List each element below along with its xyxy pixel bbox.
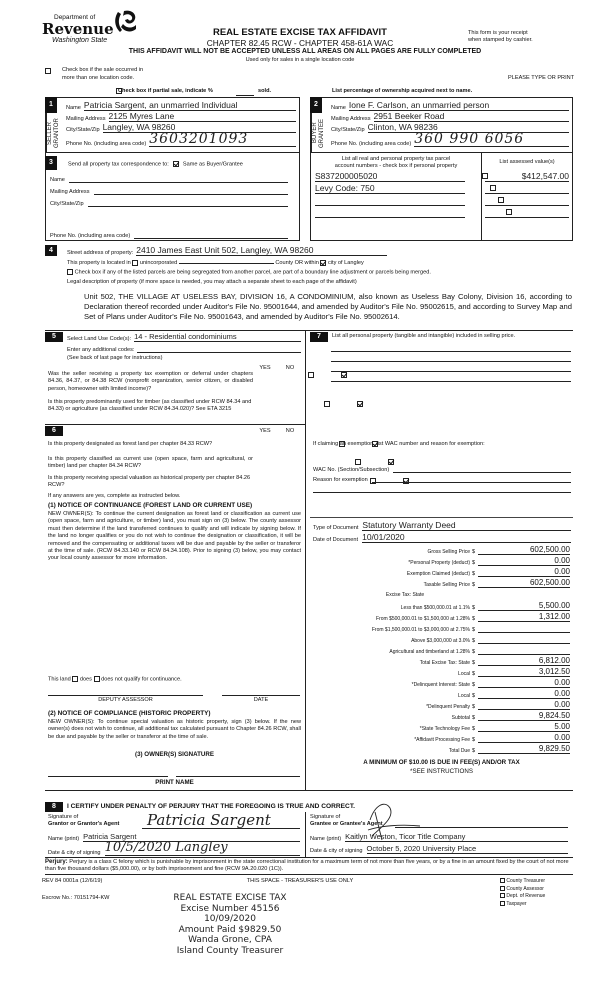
notice-continuance-title: (1) NOTICE OF CONTINUANCE (FOREST LAND OR CURRENT USE) xyxy=(48,502,253,509)
reason-row xyxy=(313,473,571,483)
location-row xyxy=(67,258,517,266)
section-3-number: 3 xyxy=(45,156,57,170)
tier2-row: From $500,000.01 to $1,500,000 at 1.28% $ 1,312.00 xyxy=(310,611,570,622)
additional-codes-field[interactable] xyxy=(137,345,301,353)
copy-checkbox[interactable] xyxy=(500,893,505,898)
legal-description-label: Legal description of property (if more space is needed, you may attach a separate sheet to each page of the affidavit) xyxy=(67,279,357,285)
taxable-selling-price-field[interactable]: 602,500.00 xyxy=(478,578,570,588)
assessed-value-4[interactable] xyxy=(485,207,569,218)
seller-name-label: Name xyxy=(66,105,81,111)
doc-type-label: Type of Document xyxy=(313,525,359,531)
parcel-account-3[interactable] xyxy=(315,195,465,206)
wac-label: WAC No. (Section/Subsection) xyxy=(313,467,390,473)
s6-q1-text: Is this property designated as forest land per chapter 84.33 RCW? xyxy=(48,441,213,447)
copy-label: Taxpayer xyxy=(506,900,527,907)
tier1-row: Less than $500,000.01 at 1.1% $ 5,500.00 xyxy=(310,600,570,611)
technology-fee-field[interactable]: 5.00 xyxy=(478,722,570,732)
gross-selling-price-field[interactable]: 602,500.00 xyxy=(478,545,570,555)
seller-address-field[interactable]: 2125 Myres Lane xyxy=(109,111,297,122)
does-not-qualify-checkbox[interactable] xyxy=(94,676,100,682)
total-excise-state-row: Total Excise Tax: State $ 6,812.00 xyxy=(310,655,570,666)
parcel-account-1[interactable]: S837200005020 xyxy=(315,171,465,182)
doc-date-label: Date of Document xyxy=(313,537,359,543)
grantee-date-row xyxy=(310,843,568,854)
buyer-city-label: City/State/Zip xyxy=(331,127,365,133)
grantor-date-label: Date & city of signing xyxy=(48,850,101,856)
exemption-claimed-field[interactable]: 0.00 xyxy=(478,567,570,577)
corr-city-row xyxy=(50,197,288,207)
assessed-value-3[interactable] xyxy=(485,195,569,206)
additional-codes-row xyxy=(67,343,301,353)
does-qualify-checkbox[interactable] xyxy=(72,676,78,682)
processing-fee-field[interactable]: 0.00 xyxy=(478,733,570,743)
copy-label: County Treasurer xyxy=(506,878,546,884)
if-yes-note: If any answers are yes, complete as instructed below. xyxy=(48,493,181,499)
qualify-label-3: does not qualify for continuance. xyxy=(101,676,182,683)
subtotal-row: Subtotal $ 9,824.50 xyxy=(310,710,570,721)
segregated-row xyxy=(67,269,567,275)
seller-address-label: Mailing Address xyxy=(66,116,106,122)
notice-continuance-text: NEW OWNER(S): To continue the current designation as forest land or classification as current use (open space, farm and agriculture, or timber) land, you must sign on (3) below. The county assessor must then determine if the land transferred continues to qualify and will indicate by signing below. If the land no longer qualifies or you do not wish to continue the designation or classification, it will be removed and the compensating or additional taxes will be due and payable by the seller or transferor at the time of sale. (RCW 84.33.140 or RCW 84.34.108). Prior to signing (3) below, you may contact your local county assessor for more information. xyxy=(48,511,301,562)
s5-q1-yes-checkbox[interactable] xyxy=(308,372,314,378)
ag-timber-row: Agricultural and timberland at 1.28% $ xyxy=(310,644,570,655)
calc-label: *Delinquent Interest: State xyxy=(411,682,470,688)
buyer-name-field[interactable]: Ione F. Carlson, an unmarried person xyxy=(349,100,569,111)
single-location-note: Used only for sales in a single location code xyxy=(245,57,355,63)
same-as-buyer-label: Same as Buyer/Grantee xyxy=(182,161,243,168)
section-6-number: 6 xyxy=(45,426,63,436)
copy-county-treasurer xyxy=(500,878,545,886)
logo-line2: Revenue xyxy=(42,20,114,38)
certification-title: I CERTIFY UNDER PENALTY OF PERJURY THAT THE FOREGOING IS TRUE AND CORRECT. xyxy=(67,803,355,810)
copy-county-assessor xyxy=(500,886,545,894)
dor-swirl-logo-icon xyxy=(112,8,138,34)
buyer-name-row xyxy=(331,100,569,111)
grantor-signature-field[interactable]: Patricia Sargent xyxy=(142,812,300,829)
see-instructions-note: *SEE INSTRUCTIONS xyxy=(410,768,473,775)
grantor-date-field[interactable]: 10/5/2020 Langley xyxy=(105,841,300,856)
delinquent-interest-state-row: *Delinquent Interest: State $ 0.00 xyxy=(310,677,570,688)
certification-divider xyxy=(305,812,306,858)
personal-property-label: List all personal property (tangible and intangible) included in selling price. xyxy=(332,333,516,339)
calc-label: Total Excise Tax: State xyxy=(419,660,470,666)
form-revision: REV 84 0001a (12/6/19) xyxy=(42,878,103,884)
calc-label: Local xyxy=(458,671,470,677)
deputy-assessor-label: DEPUTY ASSESSOR xyxy=(98,697,153,703)
buyer-name-label: Name xyxy=(331,105,346,111)
section-2-number: 2 xyxy=(310,97,322,113)
grantee-name-field[interactable]: Kaitlyn Weston, Ticor Title Company xyxy=(345,832,568,842)
exemption-label: If claiming an exemption, list WAC number and reason for exemption: xyxy=(313,441,485,447)
copy-distribution xyxy=(500,878,545,908)
parcel-account-4[interactable] xyxy=(315,207,465,218)
personal-property-deduct-field[interactable]: 0.00 xyxy=(478,556,570,566)
form-subtitle: CHAPTER 82.45 RCW - CHAPTER 458-61A WAC xyxy=(206,38,394,48)
buyer-address-label: Mailing Address xyxy=(331,116,371,122)
parcel-account-2[interactable]: Levy Code: 750 xyxy=(315,183,465,194)
reason-line-2[interactable] xyxy=(313,492,571,493)
located-in-label: This property is located in xyxy=(67,260,131,266)
street-address-field[interactable]: 2410 James East Unit 502, Langley, WA 98260 xyxy=(136,245,387,256)
escrow-number: Escrow No.: 70151794-KW xyxy=(42,895,110,901)
assessor-date-label: DATE xyxy=(253,697,269,703)
perjury-notice xyxy=(45,857,573,873)
grantor-date-row xyxy=(48,842,300,856)
perjury-text: Perjury is a class C felony which is punishable by imprisonment in the state correctional institution for a maximum term of not more than five years, or by a fine in an amount fixed by the court of not more than five thousand dollars ($5,000.00), or by both imprisonment and fine (RCW 9A.20.020 (1C)). xyxy=(45,859,569,873)
wac-row xyxy=(313,463,571,473)
land-use-field[interactable]: 14 - Residential condominiums xyxy=(134,332,301,342)
assessed-value-1[interactable]: $412,547.00 xyxy=(485,171,569,182)
corr-city-field[interactable] xyxy=(88,199,288,207)
stamp-line-4: Amount Paid $9829.50 xyxy=(178,924,282,935)
receipt-note-2: when stamped by cashier. xyxy=(468,37,533,43)
stamp-line-2: Excise Number 45156 xyxy=(180,903,280,914)
total-due-row: Total Due $ 9,829.50 xyxy=(310,743,570,754)
assessed-value-2[interactable] xyxy=(485,183,569,194)
minimum-due-note: A MINIMUM OF $10.00 IS DUE IN FEE(S) AND/OR TAX xyxy=(363,759,520,766)
calc-label: *State Technology Fee xyxy=(419,726,470,732)
street-address-row xyxy=(67,245,387,256)
calc-label: Agricultural and timberland at 1.28% xyxy=(389,649,470,655)
s5-q1-text: Was the seller receiving a property tax exemption or deferral under chapters 84.36, 84.37, or 84.38 RCW (nonprofit organization, senior citizen, or disabled person, homeowner with limited income)? xyxy=(48,371,253,392)
correspondence-text: Send all property tax correspondence to: xyxy=(68,161,169,168)
s5-no-header: NO xyxy=(285,365,295,371)
delinquent-interest-state-field[interactable]: 0.00 xyxy=(478,678,570,688)
processing-fee-row: *Affidavit Processing Fee $ 0.00 xyxy=(310,732,570,743)
owner-print-name-field[interactable] xyxy=(176,776,300,777)
section-8-number: 8 xyxy=(45,802,63,812)
buyer-city-field[interactable]: Clinton, WA 98236 xyxy=(368,122,569,133)
calc-label: From $1,500,000.01 to $3,000,000 at 2.75% xyxy=(371,627,470,633)
street-address-label: Street address of property: xyxy=(67,250,134,256)
treasurer-stamp xyxy=(160,893,300,956)
parcels-header-1: List all real and personal property tax parcel xyxy=(341,156,451,162)
grantor-sig-label-1: Signature of xyxy=(48,814,79,820)
delinquent-penalty-row: *Delinquent Penalty $ 0.00 xyxy=(310,699,570,710)
copy-label: Dept. of Revenue xyxy=(506,893,546,900)
segregated-checkbox[interactable] xyxy=(67,269,73,275)
delinquent-interest-local-field[interactable]: 0.00 xyxy=(478,689,570,699)
correspondence-label xyxy=(68,161,243,167)
personal-property-line-3[interactable] xyxy=(331,371,571,372)
multi-location-checkbox[interactable] xyxy=(45,68,51,74)
buyer-phone-label: Phone No. (including area code) xyxy=(331,141,412,147)
notice-compliance-text: NEW OWNER(S): To continue special valuation as historic property, sign (3) below. If the new owner(s) does not wish to continue, all additional tax calculated pursuant to Chapter 84.26 RCW, shall be due and payable by the seller or transferor at the time of sale. xyxy=(48,719,301,740)
section-1-number: 1 xyxy=(45,97,57,113)
exemption-claimed-row: Exemption Claimed (deduct) $ 0.00 xyxy=(310,566,570,577)
tier4-row: Above $3,000,000 at 3.0% $ xyxy=(310,633,570,644)
grantee-sig-label-1: Signature of xyxy=(310,814,341,820)
grantor-label: GRANTOR xyxy=(54,118,60,148)
s6-q2-text: Is this property classified as current use (open space, farm and agricultural, or timber) land per chapter 84.34 RCW? xyxy=(48,456,253,470)
personal-property-line-4[interactable] xyxy=(331,381,571,382)
corr-phone-row xyxy=(50,229,288,239)
delinquent-penalty-field[interactable]: 0.00 xyxy=(478,700,570,710)
unincorporated-label: unincorporated xyxy=(139,260,178,266)
calc-label: *Personal Property (deduct) xyxy=(408,560,470,566)
qualify-label-2: does xyxy=(79,676,92,683)
doc-date-row xyxy=(313,532,571,543)
tier3-row: From $1,500,000.01 to $3,000,000 at 2.75% $ xyxy=(310,622,570,633)
doc-type-top-rule xyxy=(310,517,573,518)
copy-checkbox[interactable] xyxy=(500,878,505,883)
stamp-line-1: REAL ESTATE EXCISE TAX xyxy=(173,893,287,903)
seller-label: SELLER xyxy=(47,121,53,145)
treasurer-space-label: THIS SPACE - TREASURER'S USE ONLY xyxy=(246,878,354,884)
owner-signature-label: (3) OWNER(S) SIGNATURE xyxy=(135,751,214,758)
seller-phone-field[interactable]: 3603201093 xyxy=(149,132,296,147)
copy-checkbox[interactable] xyxy=(500,901,505,906)
reason-field[interactable] xyxy=(372,475,571,483)
corr-name-label: Name xyxy=(50,177,65,183)
seller-city-label: City/State/Zip xyxy=(66,127,100,133)
partial-sale-percent-field[interactable] xyxy=(236,95,254,96)
corr-phone-field[interactable] xyxy=(134,231,288,239)
assessor-date-field[interactable] xyxy=(222,695,300,696)
form-title: REAL ESTATE EXCISE TAX AFFIDAVIT xyxy=(212,27,387,38)
seller-name-field[interactable]: Patricia Sargent, an unmarried Individual xyxy=(84,100,296,111)
buyer-address-row xyxy=(331,111,569,122)
gross-selling-price-row: Gross Selling Price $ 602,500.00 xyxy=(310,544,570,555)
copy-dept-revenue xyxy=(500,893,545,901)
s6-yes-header: YES xyxy=(259,428,271,434)
taxable-selling-price-row: Taxable Selling Price $ 602,500.00 xyxy=(310,577,570,588)
receipt-note-1: This form is your receipt xyxy=(468,30,528,36)
section-6-top-rule xyxy=(45,424,305,425)
multi-location-label-1: Check box if the sale occurred in xyxy=(62,67,144,73)
copy-checkbox[interactable] xyxy=(500,886,505,891)
print-name-label: PRINT NAME xyxy=(155,779,194,786)
buyer-label: BUYER xyxy=(312,122,318,144)
same-as-buyer-checkbox[interactable] xyxy=(173,161,179,167)
total-excise-state-field[interactable]: 6,812.00 xyxy=(478,656,570,666)
grantee-sig-label-2: Grantee or Grantee's Agent xyxy=(310,821,383,827)
grantee-label: GRANTEE xyxy=(319,118,325,148)
personal-property-line-1[interactable] xyxy=(331,351,571,352)
grantee-date-label: Date & city of signing xyxy=(310,848,363,854)
notice-compliance-title: (2) NOTICE OF COMPLIANCE (HISTORIC PROPERTY) xyxy=(48,710,211,717)
calc-label: Subtotal xyxy=(451,715,470,721)
doc-type-row xyxy=(313,520,571,531)
s6-no-header: NO xyxy=(285,428,295,434)
seller-address-row xyxy=(66,111,296,122)
city-of-label: city of Langley xyxy=(327,260,364,266)
corr-address-label: Mailing Address xyxy=(50,189,90,195)
multi-location-label-2: more than one location code. xyxy=(62,75,135,81)
dor-logo xyxy=(42,8,132,48)
total-due-field[interactable]: 9,829.50 xyxy=(478,744,570,754)
county-field[interactable] xyxy=(179,258,274,264)
segregated-label: Check box if any of the listed parcels are being segregated from another parcel, are part of a boundary line adjustment or parcels being merged. xyxy=(74,269,431,276)
buyer-phone-field[interactable]: 360 990 6056 xyxy=(414,132,569,147)
calc-label: Less than $500,000.01 at 1.1% xyxy=(400,605,470,611)
grantor-sig-label-2: Grantor or Grantor's Agent xyxy=(48,821,120,827)
owner-signature-field[interactable] xyxy=(48,776,168,777)
reason-label: Reason for exemption xyxy=(313,477,368,483)
section-8-top-rule xyxy=(45,790,573,791)
calc-label: Gross Selling Price xyxy=(427,549,470,555)
wac-field[interactable] xyxy=(393,465,571,473)
grantor-name-label: Name (print) xyxy=(48,836,80,842)
grantee-date-field[interactable]: October 5, 2020 University Place xyxy=(367,844,568,854)
personal-property-line-2[interactable] xyxy=(331,361,571,362)
partial-sale-sold: sold. xyxy=(258,88,272,94)
footer-top-rule xyxy=(45,874,573,875)
buyer-side-label xyxy=(311,113,325,153)
deputy-assessor-field[interactable] xyxy=(48,695,203,696)
grantee-name-label: Name (print) xyxy=(310,836,342,842)
calc-label: Taxable Selling Price xyxy=(423,582,470,588)
seller-side-label xyxy=(46,113,60,153)
s5-yes-header: YES xyxy=(259,365,271,371)
stamp-line-5: Wanda Grone, CPA xyxy=(188,935,272,945)
additional-codes-label: Enter any additional codes: xyxy=(67,347,135,353)
logo-line3: Washington State xyxy=(52,37,108,44)
buyer-phone-row xyxy=(331,133,569,147)
section-7-number: 7 xyxy=(310,332,328,342)
corr-phone-label: Phone No. (including area code) xyxy=(50,233,131,239)
section-5-top-rule xyxy=(45,330,573,331)
excise-local-field[interactable]: 3,012.50 xyxy=(478,667,570,677)
please-type-note: PLEASE TYPE OR PRINT xyxy=(508,75,575,81)
copy-taxpayer xyxy=(500,901,545,909)
county-or-label: County OR within xyxy=(275,260,319,266)
corr-name-row xyxy=(50,173,288,183)
completion-warning: THIS AFFIDAVIT WILL NOT BE ACCEPTED UNLESS ALL AREAS ON ALL PAGES ARE FULLY COMPLETED xyxy=(128,48,482,55)
city-of-checkbox[interactable] xyxy=(320,260,326,266)
delinquent-interest-local-row: Local $ 0.00 xyxy=(310,688,570,699)
excise-local-row: Local $ 3,012.50 xyxy=(310,666,570,677)
seller-city-field[interactable]: Langley, WA 98260 xyxy=(103,122,296,133)
corr-address-row xyxy=(50,185,288,195)
s5-q2-yes-checkbox[interactable] xyxy=(324,401,330,407)
calc-label: *Affidavit Processing Fee xyxy=(414,737,470,743)
section-5-number: 5 xyxy=(45,332,63,342)
corr-address-field[interactable] xyxy=(94,187,289,195)
s5-q1-no-checkbox[interactable] xyxy=(341,372,347,378)
seller-phone-label: Phone No. (including area code) xyxy=(66,141,147,147)
calc-label: Local xyxy=(458,693,470,699)
perjury-label: Perjury: xyxy=(45,859,68,865)
section-4-number: 4 xyxy=(45,245,57,256)
logo-line1: Department of xyxy=(54,14,96,21)
subtotal-field[interactable]: 9,824.50 xyxy=(478,711,570,721)
calc-label: Exemption Claimed (deduct) xyxy=(406,571,470,577)
s5-q2-text: Is this property predominantly used for timber (as classified under RCW 84.34 and 84.33) or agriculture (as classified under RCW 84.34.020)? See ETA 3215 xyxy=(48,399,252,413)
legal-description-text[interactable]: Unit 502, THE VILLAGE AT USELESS BAY, DIVISION 16, A CONDOMINIUM, also known as Useless Bay Colony, Division 16, according to Declaration thereof recorded under Auditor's File No. 95001644, and amended by Auditor's File No. 95002615, and according to Survey Map and Set of Plans under Auditor's File No. 95001643, and amended by Auditor's File No. 95002614. xyxy=(84,292,572,322)
calc-label: Total Due xyxy=(448,748,470,754)
calc-label: Above $3,000,000 at 3.0% xyxy=(411,638,470,644)
doc-type-field[interactable]: Statutory Warranty Deed xyxy=(362,520,571,531)
tier1-field[interactable]: 5,500.00 xyxy=(478,601,570,611)
seller-name-row xyxy=(66,100,296,111)
parcels-header-2: account numbers - check box if personal property xyxy=(334,163,458,169)
stamp-line-3: 10/09/2020 xyxy=(204,914,256,924)
land-use-row xyxy=(67,332,301,342)
land-use-label: Select Land Use Code(s): xyxy=(67,336,132,342)
personal-property-deduct-row: *Personal Property (deduct) $ 0.00 xyxy=(310,555,570,566)
grantee-name-row xyxy=(310,832,568,842)
left-column-border xyxy=(305,330,306,790)
assessed-header: List assessed value(s) xyxy=(499,159,555,165)
stamp-line-6: Island County Treasurer xyxy=(176,945,284,956)
buyer-address-field[interactable]: 2951 Beeker Road xyxy=(374,111,570,122)
qualify-row xyxy=(48,676,182,682)
copy-label: County Assessor xyxy=(506,885,544,892)
s5-q2-no-checkbox[interactable] xyxy=(357,401,363,407)
seller-phone-row xyxy=(66,133,296,147)
excise-state-label: Excise Tax: State xyxy=(385,592,425,598)
see-back-note: (See back of last page for instructions) xyxy=(67,355,163,361)
calc-label: From $500,000.01 to $1,500,000 at 1.28% xyxy=(376,616,470,622)
partial-sale-label: Check box if partial sale, indicate % xyxy=(118,88,213,94)
doc-date-field[interactable]: 10/01/2020 xyxy=(362,532,571,543)
parcels-divider xyxy=(481,153,482,241)
qualify-label-1: This land xyxy=(48,676,71,683)
technology-fee-row: *State Technology Fee $ 5.00 xyxy=(310,721,570,732)
corr-name-field[interactable] xyxy=(69,175,288,183)
calc-label: *Delinquent Penalty xyxy=(426,704,470,710)
s6-q3-text: Is this property receiving special valuation as historical property per chapter 84.26 RCW? xyxy=(48,475,251,489)
corr-city-label: City/State/Zip xyxy=(50,201,84,207)
ownership-note: List percentage of ownership acquired next to name. xyxy=(332,88,473,94)
grantor-name-field[interactable]: Patricia Sargent xyxy=(83,832,300,842)
tier2-field[interactable]: 1,312.00 xyxy=(478,612,570,622)
unincorporated-checkbox[interactable] xyxy=(132,260,138,266)
